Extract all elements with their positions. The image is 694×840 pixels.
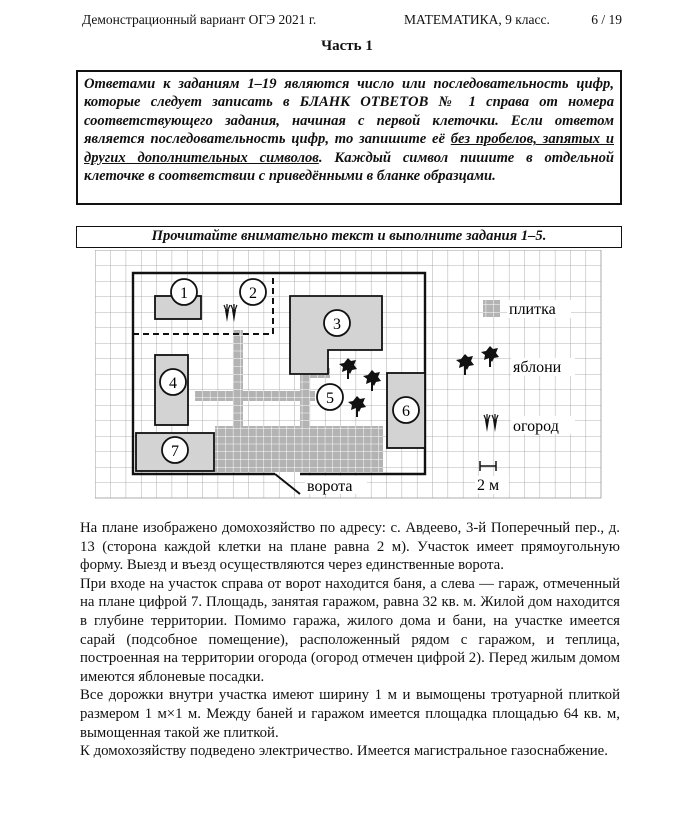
header-subject: МАТЕМАТИКА, 9 класс. bbox=[404, 12, 550, 27]
paved-area bbox=[215, 426, 383, 472]
legend-garden-label: огород bbox=[513, 418, 559, 435]
header-exam-title: Демонстрационный вариант ОГЭ 2021 г. bbox=[82, 12, 317, 27]
label-6: 6 bbox=[402, 403, 410, 420]
label-1: 1 bbox=[180, 285, 188, 302]
problem-text bbox=[80, 519, 620, 761]
paragraph-2: При входе на участок справа от ворот находится баня, а слева — гараж, отмеченный на плане цифрой 7. Площадь, занятая гаражом, равна 32 кв. м. Жилой дом находится в глубине территории. Помимо гаража, жилого дома и бани, на участке имеется сарай (подсобное помещение), расположенный рядом с гаражом, и теплица, построенная на территории огорода (огород отмечен цифрой 2). Перед жилым домом имеются яблоневые посадки. bbox=[80, 575, 620, 685]
label-7: 7 bbox=[171, 443, 179, 460]
label-circle-4 bbox=[160, 369, 186, 395]
path-tile bbox=[233, 330, 243, 438]
read-prompt-text: Прочитайте внимательно текст и выполните задания 1–5. bbox=[151, 228, 547, 244]
instructions-text-after: . Каждый символ пишите в отдельной клеточке в соответствии с приведёнными в бланке образцами. bbox=[84, 149, 614, 185]
header-page-number: 6 / 19 bbox=[591, 12, 622, 27]
page-header bbox=[82, 12, 622, 30]
label-circle-3 bbox=[324, 310, 350, 336]
path-tile bbox=[195, 391, 315, 401]
legend-apple-label: яблони bbox=[513, 359, 562, 376]
label-circle-7 bbox=[162, 437, 188, 463]
label-5: 5 bbox=[326, 390, 334, 407]
label-circle-5 bbox=[317, 384, 343, 410]
label-circle-2 bbox=[240, 279, 266, 305]
paragraph-1: На плане изображено домохозяйство по адресу: с. Авдеево, 3-й Поперечный пер., д. 13 (сторона каждой клетки на плане равна 2 м). Участок имеет прямоугольную форму. Выезд и въезд осуществляются через единственные ворота. bbox=[80, 520, 620, 574]
paragraph-3: Все дорожки внутри участка имеют ширину 1 м и вымощены тротуарной плиткой размером 1 м×1 м. Между баней и гаражом имеется площадка площадью 64 кв. м, вымощенная такой же плиткой. bbox=[80, 687, 620, 741]
legend-tile bbox=[483, 300, 571, 318]
read-prompt-box bbox=[76, 226, 622, 248]
instructions-text-before: Ответами к заданиям 1–19 являются число или последовательность цифр, которые следует записать в БЛАНК ОТВЕТОВ № 1 справа от номера соответствующего задания, начиная с первой клеточки. Если ответом является последовательность цифр, то запишите её bbox=[84, 76, 614, 148]
label-circle-6 bbox=[393, 397, 419, 423]
instructions-underlined: без пробелов, запятых и других дополнительных символов bbox=[84, 131, 614, 166]
gate-label: ворота bbox=[307, 478, 353, 495]
label-circle-1 bbox=[171, 279, 197, 305]
legend-tile-label: плитка bbox=[509, 301, 556, 318]
label-2: 2 bbox=[249, 285, 257, 302]
part-title: Часть 1 bbox=[321, 38, 373, 54]
site-plan bbox=[95, 250, 603, 500]
instructions-box bbox=[76, 70, 622, 205]
label-4: 4 bbox=[169, 375, 177, 392]
paragraph-4: К домохозяйству подведено электричество. Имеется магистральное газоснабжение. bbox=[80, 743, 608, 760]
path-tile bbox=[300, 370, 310, 430]
legend-scale-label: 2 м bbox=[477, 477, 500, 494]
label-3: 3 bbox=[333, 316, 341, 333]
